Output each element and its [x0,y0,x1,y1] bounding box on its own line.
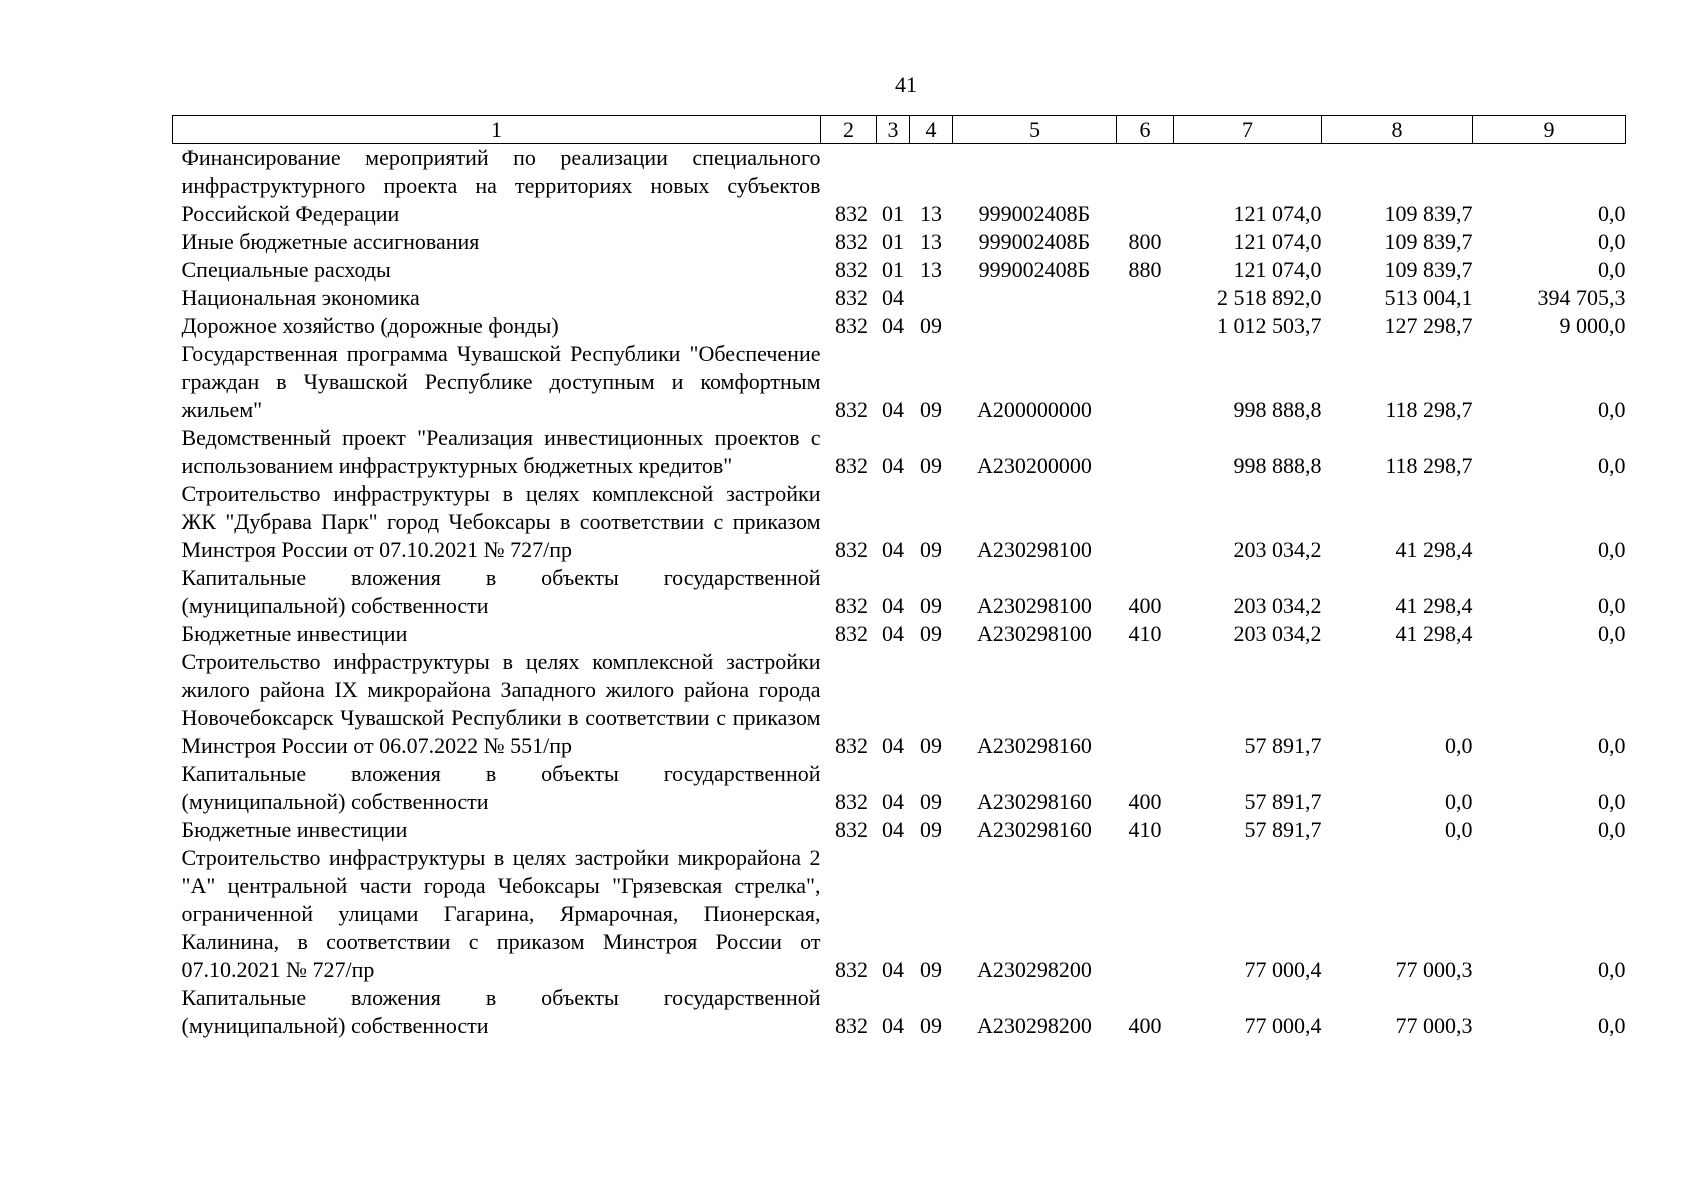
target-article-code: 999002408Б [978,229,1091,254]
amount-col-7: 203 034,2 [1233,593,1322,618]
amount-col-8: 0,0 [1445,789,1473,814]
amount-col-8: 41 298,4 [1395,593,1473,618]
ministry-code: 832 [835,789,868,814]
target-article-code: 999002408Б [978,201,1091,226]
ministry-code: 832 [835,593,868,618]
expense-type-code: 880 [1128,257,1162,282]
page-number: 41 [895,72,917,97]
table-row [173,256,1626,284]
expense-type-code: 400 [1128,789,1162,814]
target-article-code: А230298100 [977,621,1092,646]
expense-type-code: 410 [1128,621,1162,646]
expense-name: Капитальные вложения в объекты государственной (муниципальной) собственности [181,565,821,618]
table-row [173,620,1626,648]
amount-col-9: 0,0 [1598,733,1626,758]
subsection-code: 13 [920,201,942,226]
column-header: 1 [173,116,821,144]
table-row [173,816,1626,844]
expense-name: Капитальные вложения в объекты государственной (муниципальной) собственности [181,985,821,1038]
subsection-code: 09 [920,817,942,842]
target-article-code: А230200000 [977,453,1092,478]
section-code: 04 [882,397,904,422]
amount-col-9: 0,0 [1598,593,1626,618]
subsection-code: 13 [920,257,942,282]
ministry-code: 832 [835,733,868,758]
expense-type-code: 400 [1128,1013,1162,1038]
amount-col-7: 57 891,7 [1244,789,1322,814]
subsection-code: 09 [920,957,942,982]
table-row [173,424,1626,480]
target-article-code: А230298200 [977,1013,1092,1038]
amount-col-9: 0,0 [1598,201,1626,226]
section-code: 04 [882,733,904,758]
column-header: 3 [877,116,910,144]
column-header: 2 [821,116,877,144]
target-article-code: А230298160 [977,789,1092,814]
section-code: 04 [882,817,904,842]
subsection-code [910,284,953,312]
section-code: 04 [882,789,904,814]
amount-col-9: 0,0 [1598,789,1626,814]
amount-col-9: 0,0 [1598,229,1626,254]
section-code: 04 [882,453,904,478]
table-row [173,564,1626,620]
column-header: 7 [1174,116,1322,144]
target-article-code: А230298100 [977,537,1092,562]
amount-col-8: 41 298,4 [1395,621,1473,646]
expense-type-code [1117,144,1174,229]
ministry-code: 832 [835,817,868,842]
table-row [173,228,1626,256]
section-code: 04 [882,537,904,562]
expense-type-code [1117,312,1174,340]
amount-col-7: 77 000,4 [1244,957,1322,982]
target-article-code: А200000000 [977,397,1092,422]
column-header: 6 [1117,116,1174,144]
subsection-code: 09 [920,789,942,814]
subsection-code: 09 [920,453,942,478]
section-code: 04 [882,621,904,646]
expense-type-code: 410 [1128,817,1162,842]
amount-col-9: 0,0 [1598,257,1626,282]
amount-col-7: 121 074,0 [1233,257,1322,282]
expense-name: Бюджетные инвестиции [181,817,408,842]
target-article-code: А230298160 [977,817,1092,842]
expense-name: Капитальные вложения в объекты государственной (муниципальной) собственности [181,761,821,814]
amount-col-9: 0,0 [1598,397,1626,422]
amount-col-7: 77 000,4 [1244,1013,1322,1038]
table-row [173,144,1626,229]
expense-type-code [1117,340,1174,424]
amount-col-8: 77 000,3 [1395,957,1473,982]
subsection-code: 09 [920,1013,942,1038]
amount-col-7: 121 074,0 [1233,201,1322,226]
target-article-code: 999002408Б [978,257,1091,282]
table-body [173,144,1626,1041]
ministry-code: 832 [835,313,868,338]
section-code: 04 [882,285,904,310]
budget-table [172,115,1626,1040]
ministry-code: 832 [835,957,868,982]
expense-name: Строительство инфраструктуры в целях комплексной застройки жилого района IX микрорайона Западного жилого района города Новочебоксарск Чувашской Республики в соответствии с приказом Минстроя России от 06.07.2022 № 551/пр [181,649,821,758]
column-header: 9 [1473,116,1626,144]
column-header: 8 [1322,116,1473,144]
expense-name: Строительство инфраструктуры в целях комплексной застройки ЖК "Дубрава Парк" город Чебоксары в соответствии с приказом Минстроя России от 07.10.2021 № 727/пр [181,481,821,562]
amount-col-9: 0,0 [1598,957,1626,982]
column-header: 4 [910,116,953,144]
ministry-code: 832 [835,621,868,646]
amount-col-7: 121 074,0 [1233,229,1322,254]
ministry-code: 832 [835,397,868,422]
subsection-code: 09 [920,733,942,758]
table-row [173,480,1626,564]
expense-type-code [1117,424,1174,480]
expense-name: Национальная экономика [181,285,420,310]
amount-col-7: 57 891,7 [1244,733,1322,758]
target-article-code [953,284,1117,312]
section-code: 01 [882,201,904,226]
target-article-code: А230298100 [977,593,1092,618]
expense-type-code [1117,844,1174,984]
ministry-code: 832 [835,453,868,478]
table-row [173,284,1626,312]
expense-type-code [1117,648,1174,760]
expense-name: Государственная программа Чувашской Республики "Обеспечение граждан в Чувашской Республике доступным и комфортным жильем" [181,341,821,422]
target-article-code [953,312,1117,340]
subsection-code: 13 [920,229,942,254]
amount-col-7: 203 034,2 [1233,621,1322,646]
subsection-code: 09 [920,313,942,338]
section-code: 04 [882,1013,904,1038]
expense-type-code [1117,480,1174,564]
table-row [173,340,1626,424]
amount-col-7: 2 518 892,0 [1217,285,1322,310]
expense-name: Иные бюджетные ассигнования [181,229,480,254]
subsection-code: 09 [920,621,942,646]
amount-col-8: 41 298,4 [1395,537,1473,562]
column-header: 5 [953,116,1117,144]
amount-col-7: 57 891,7 [1244,817,1322,842]
amount-col-9: 0,0 [1598,453,1626,478]
amount-col-8: 127 298,7 [1384,313,1473,338]
expense-name: Бюджетные инвестиции [181,621,408,646]
column-number-header [173,116,1626,144]
amount-col-8: 109 839,7 [1384,257,1473,282]
expense-name: Специальные расходы [181,257,391,282]
table-row [173,312,1626,340]
amount-col-8: 513 004,1 [1384,285,1473,310]
amount-col-8: 0,0 [1445,733,1473,758]
expense-name: Дорожное хозяйство (дорожные фонды) [181,313,559,338]
ministry-code: 832 [835,201,868,226]
expense-type-code: 800 [1128,229,1162,254]
ministry-code: 832 [835,1013,868,1038]
amount-col-8: 0,0 [1445,817,1473,842]
amount-col-9: 394 705,3 [1537,285,1626,310]
expense-type-code: 400 [1128,593,1162,618]
expense-name: Ведомственный проект "Реализация инвестиционных проектов с использованием инфраструктурных бюджетных кредитов" [181,425,821,478]
ministry-code: 832 [835,257,868,282]
amount-col-8: 109 839,7 [1384,201,1473,226]
amount-col-9: 0,0 [1598,537,1626,562]
subsection-code: 09 [920,537,942,562]
amount-col-9: 0,0 [1598,1013,1626,1038]
amount-col-7: 998 888,8 [1233,453,1322,478]
expense-name: Финансирование мероприятий по реализации специального инфраструктурного проекта на территориях новых субъектов Российской Федерации [181,145,821,226]
subsection-code: 09 [920,593,942,618]
section-code: 01 [882,257,904,282]
section-code: 04 [882,593,904,618]
table-row [173,760,1626,816]
amount-col-9: 9 000,0 [1559,313,1626,338]
amount-col-7: 203 034,2 [1233,537,1322,562]
table-row [173,648,1626,760]
table-row [173,844,1626,984]
section-code: 01 [882,229,904,254]
target-article-code: А230298200 [977,957,1092,982]
amount-col-7: 998 888,8 [1233,397,1322,422]
ministry-code: 832 [835,537,868,562]
amount-col-8: 109 839,7 [1384,229,1473,254]
section-code: 04 [882,957,904,982]
amount-col-7: 1 012 503,7 [1217,313,1322,338]
ministry-code: 832 [835,229,868,254]
expense-type-code [1117,284,1174,312]
amount-col-8: 77 000,3 [1395,1013,1473,1038]
section-code: 04 [882,313,904,338]
target-article-code: А230298160 [977,733,1092,758]
subsection-code: 09 [920,397,942,422]
amount-col-8: 118 298,7 [1385,397,1473,422]
expense-name: Строительство инфраструктуры в целях застройки микрорайона 2 "А" центральной части города Чебоксары "Грязевская стрелка", ограниченной улицами Гагарина, Ярмарочная, Пионерская, Калинина, в соответствии с приказом Минстроя России от 07.10.2021 № 727/пр [181,845,821,982]
amount-col-9: 0,0 [1598,621,1626,646]
table-row [173,984,1626,1040]
amount-col-9: 0,0 [1598,817,1626,842]
ministry-code: 832 [835,285,868,310]
amount-col-8: 118 298,7 [1385,453,1473,478]
